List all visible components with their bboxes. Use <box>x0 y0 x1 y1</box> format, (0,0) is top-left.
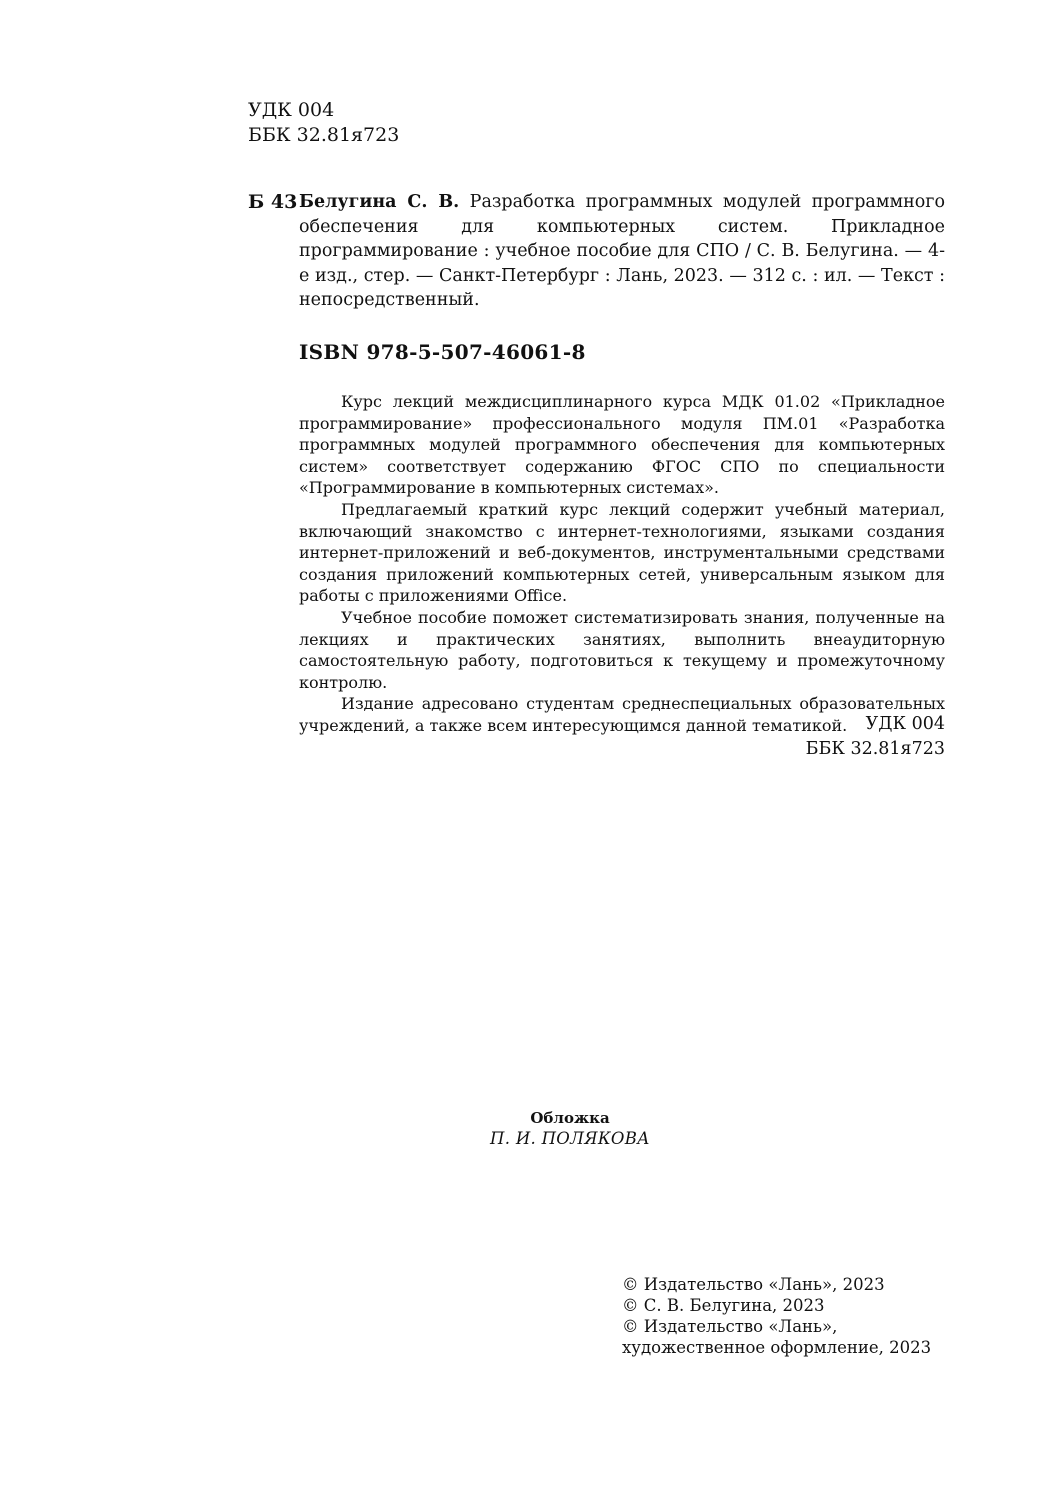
copyright-line: художественное оформление, 2023 <box>622 1338 932 1357</box>
author-name: Белугина С. В. <box>299 192 460 212</box>
annotation-paragraph: Учебное пособие поможет систематизировать знания, полученные на лекциях и практических занятиях, выполнить внеаудиторную самостоятельную работу, подготовиться к текущему и промежуточному контролю. <box>299 607 945 692</box>
copyright-line: © Издательство «Лань», <box>622 1317 838 1336</box>
bbk-code: ББК 32.81я723 <box>248 124 400 146</box>
annotation <box>299 391 945 737</box>
author-mark: Б 43 <box>248 191 298 213</box>
annotation-paragraph: Предлагаемый краткий курс лекций содержит учебный материал, включающий знакомство с интернет-технологиями, языками создания интернет-приложений и веб-документов, инструментальными средствами создания приложений компьютерных сетей, универсальным языком для работы с приложениями Office. <box>299 499 945 606</box>
classification-bottom <box>800 712 945 762</box>
udk-code: УДК 004 <box>248 99 335 121</box>
cover-credit <box>440 1108 700 1149</box>
isbn: ISBN 978-5-507-46061-8 <box>299 340 586 364</box>
cover-label: Обложка <box>530 1109 610 1127</box>
bbk-code: ББК 32.81я723 <box>805 739 945 759</box>
cover-designer: П. И. ПОЛЯКОВА <box>490 1129 650 1148</box>
copyright-line: © Издательство «Лань», 2023 <box>622 1275 885 1294</box>
copyright-line: © С. В. Белугина, 2023 <box>622 1296 825 1315</box>
udk-code: УДК 004 <box>865 714 945 734</box>
copyright-block <box>622 1274 931 1358</box>
bibliographic-description <box>299 190 945 313</box>
classification-top <box>248 98 399 148</box>
description-text: Разработка программных модулей программного обеспечения для компьютерных систем. Прикладное программирование : учебное пособие для СПО / С. В. Белугина. — 4-е изд., стер. — Санкт-Петербург : Лань, 2023. — 312 с. : ил. — Текст : непосредственный. <box>299 192 945 310</box>
annotation-paragraph: Издание адресовано студентам среднеспециальных образовательных учреждений, а также всем интересующимся данной тематикой. <box>299 694 945 735</box>
annotation-paragraph: Курс лекций междисциплинарного курса МДК 01.02 «Прикладное программирование» профессионального модуля ПМ.01 «Разработка программных модулей программного обеспечения для компьютерных систем» соответствует содержанию ФГОС СПО по специальности «Программирование в компьютерных системах». <box>299 392 945 498</box>
